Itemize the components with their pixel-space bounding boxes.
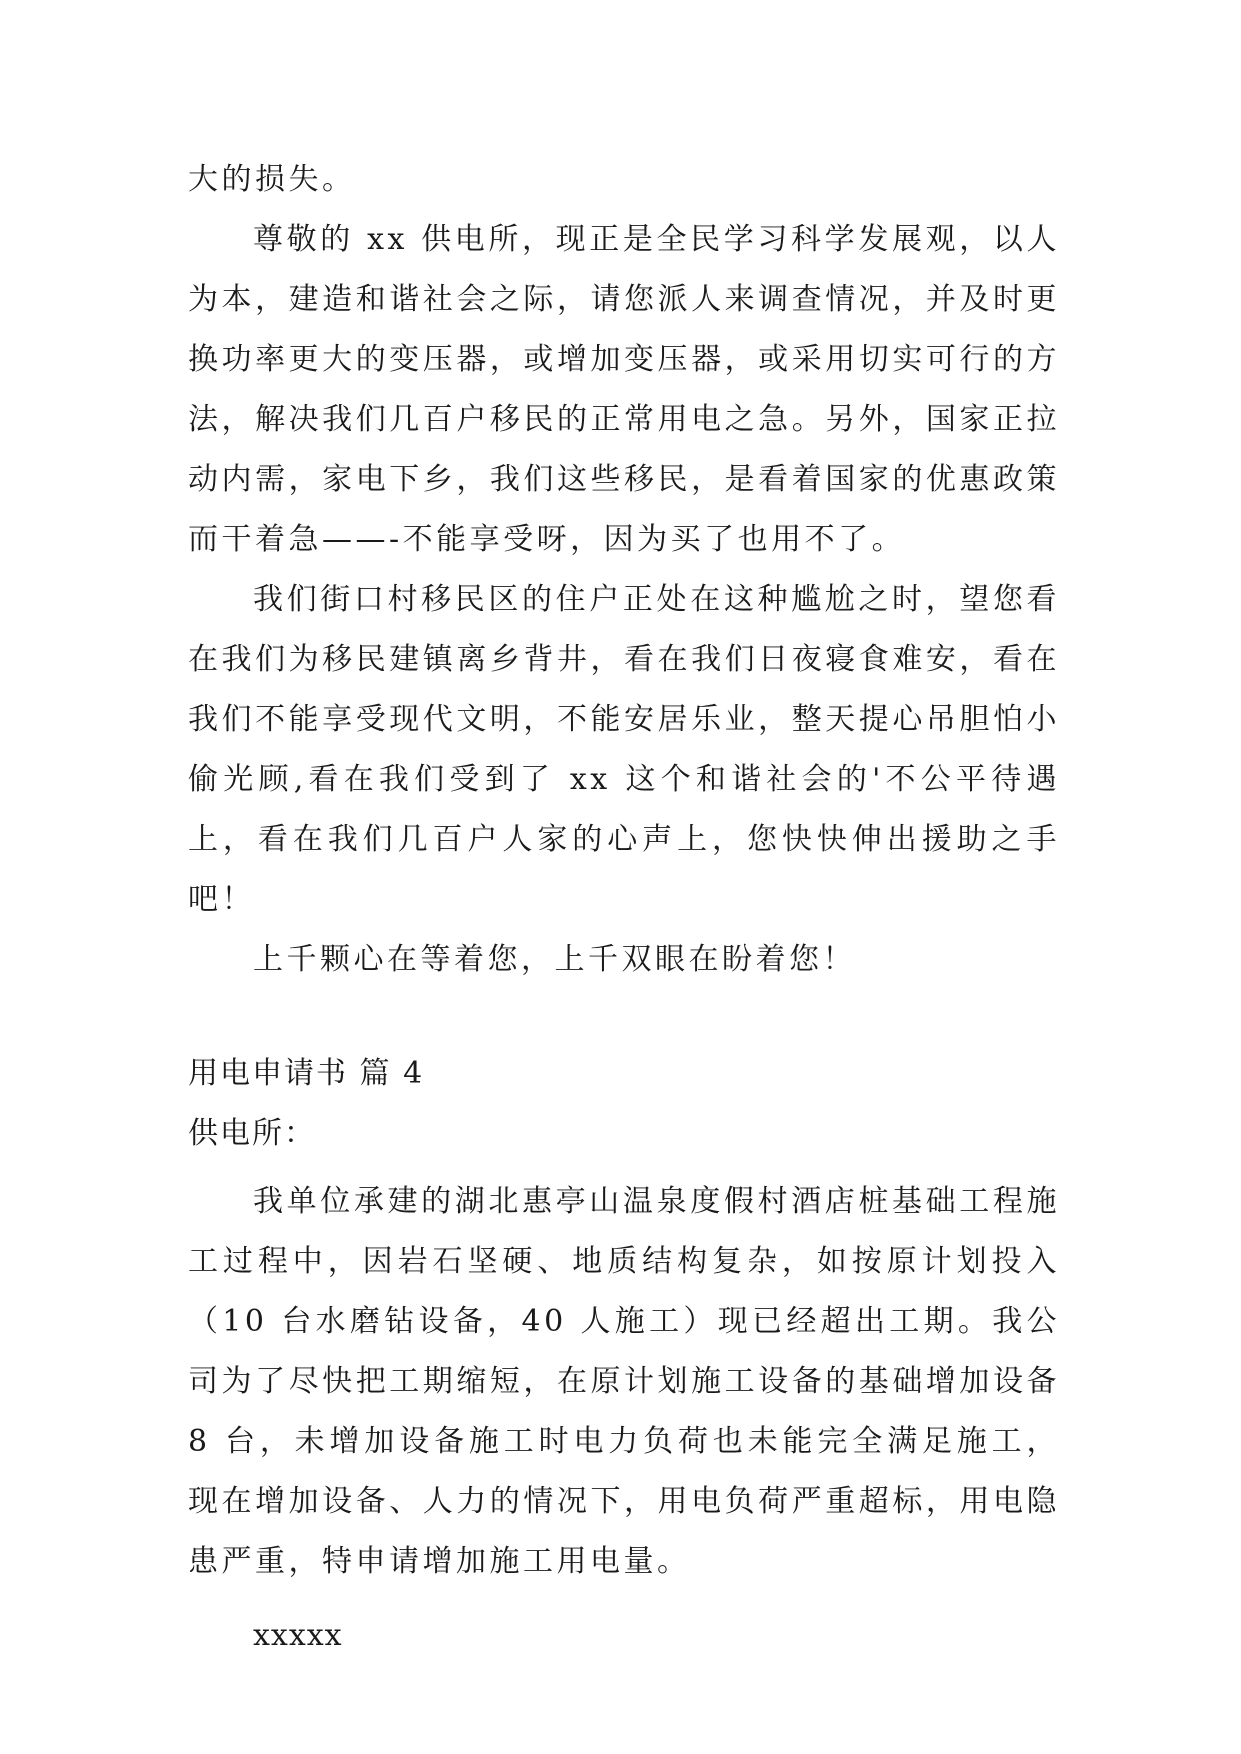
paragraph-continuation: 大的损失。 xyxy=(188,162,356,197)
signature: xxxxx xyxy=(253,1618,343,1653)
salutation-gap xyxy=(188,1164,1060,1172)
section-gap xyxy=(188,990,1060,1044)
paragraph-closing-appeal: 上千颗心在等着您，上千双眼在盼着您！ xyxy=(253,942,856,977)
section-heading: 用电申请书 篇 4 xyxy=(188,1056,425,1091)
document-body xyxy=(188,150,1060,1666)
paragraph-request-to-power-station: 尊敬的 xx 供电所，现正是全民学习科学发展观，以人为本，建造和谐社会之际，请您派人来调查情况，并及时更换功率更大的变压器，或增加变压器，或采用切实可行的方法，解决我们几百户移民的正常用电之急。另外，国家正拉动内需，家电下乡，我们这些移民，是看着国家的优惠政策而干着急——-不能享受呀，因为买了也用不了。 xyxy=(188,222,1060,557)
paragraph-application-body: 我单位承建的湖北惠亭山温泉度假村酒店桩基础工程施工过程中，因岩石坚硬、地质结构复杂，如按原计划投入（10 台水磨钻设备，40 人施工）现已经超出工期。我公司为了尽快把工期缩短，在原计划施工设备的基础增加设备 8 台，未增加设备施工时电力负荷也未能完全满足施工，现在增加设备、人力的情况下，用电负荷严重超标，用电隐患严重，特申请增加施工用电量。 xyxy=(188,1184,1060,1579)
salutation: 供电所： xyxy=(188,1116,316,1151)
paragraph-resident-plea: 我们街口村移民区的住户正处在这种尴尬之时，望您看在我们为移民建镇离乡背井，看在我们日夜寝食难安，看在我们不能享受现代文明，不能安居乐业，整天提心吊胆怕小偷光顾,看在我们受到了 xx 这个和谐社会的'不公平待遇上，看在我们几百户人家的心声上，您快快伸出援助之手吧！ xyxy=(188,582,1060,917)
